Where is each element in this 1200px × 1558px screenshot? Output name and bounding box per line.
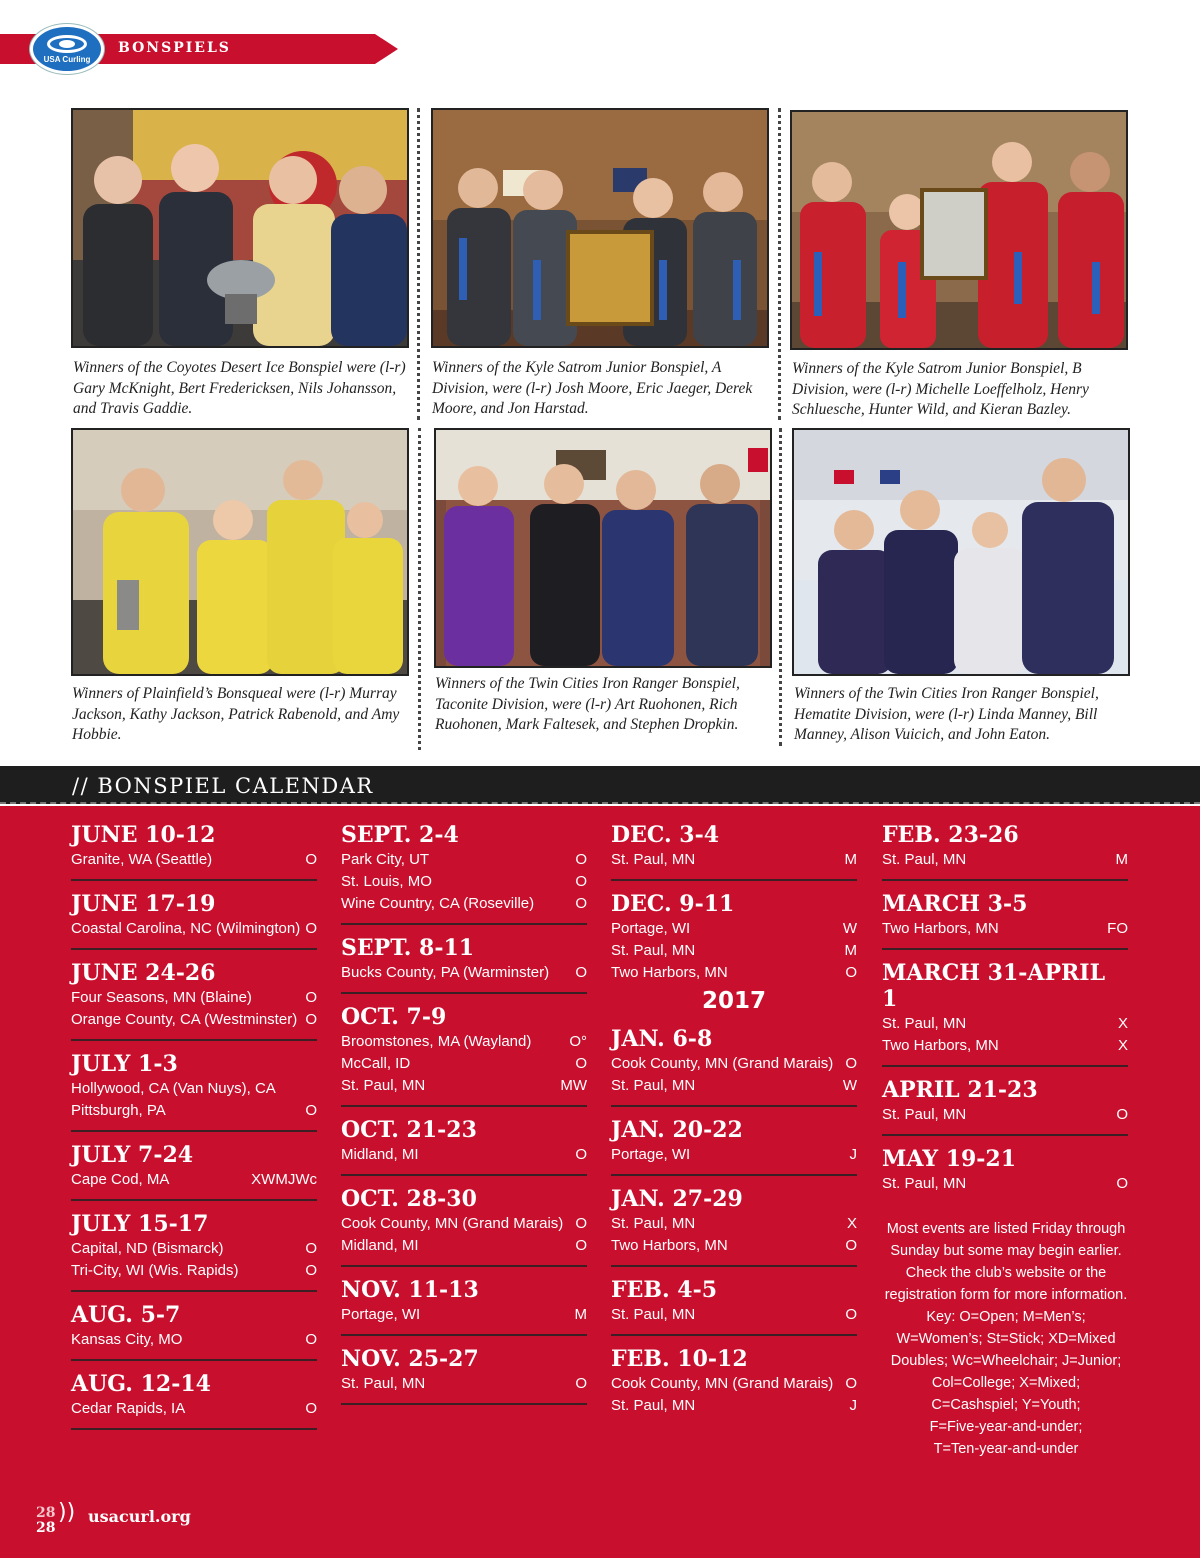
event-location-row: [882, 1013, 1128, 1035]
event-date: AUG. 5-7: [71, 1302, 181, 1328]
event-location: St. Paul, MN: [882, 851, 967, 868]
calendar-event: [611, 822, 857, 881]
event-location-row: [71, 1398, 317, 1420]
event-divider: [882, 948, 1128, 950]
photo-iron-ranger-taconite: [434, 428, 772, 668]
event-category: J: [849, 1397, 857, 1414]
event-category: W: [842, 920, 857, 937]
event-divider: [611, 1105, 857, 1107]
event-divider: [71, 879, 317, 881]
calendar-key-note: [872, 1218, 1140, 1460]
event-location-row: [611, 1395, 857, 1417]
event-location-row: [611, 1373, 857, 1395]
event-date: JUNE 24-26: [71, 960, 216, 986]
event-location: Two Harbors, MN: [611, 964, 728, 981]
event-location: St. Paul, MN: [611, 942, 696, 959]
event-divider: [71, 1130, 317, 1132]
event-location-row: [611, 1075, 857, 1097]
page-number: 28: [36, 1505, 56, 1521]
photo-caption: Winners of the Kyle Satrom Junior Bonspiel, B Division, were (l-r) Michelle Loeffelholz, Henry Schluesche, Hunter Wild, and Kieran Bazley.: [792, 360, 1089, 418]
calendar-event: [71, 822, 317, 881]
event-location: Portage, WI: [611, 920, 691, 937]
event-location: Four Seasons, MN (Blaine): [71, 989, 252, 1006]
event-date: JULY 15-17: [71, 1211, 209, 1237]
event-category: O: [845, 1306, 857, 1323]
event-location: Capital, ND (Bismarck): [71, 1240, 224, 1257]
event-divider: [341, 923, 587, 925]
event-date: DEC. 9-11: [611, 891, 735, 917]
event-divider: [341, 1105, 587, 1107]
event-category: O: [845, 1055, 857, 1072]
calendar-column: [341, 822, 587, 1415]
event-category: O: [305, 920, 317, 937]
event-divider: [611, 1174, 857, 1176]
event-location: Cedar Rapids, IA: [71, 1400, 186, 1417]
event-location-row: [882, 918, 1128, 940]
calendar-event: [611, 1026, 857, 1107]
dashed-divider: [0, 802, 1200, 804]
event-divider: [611, 1265, 857, 1267]
event-location-row: [341, 849, 587, 871]
calendar-event: [611, 1346, 857, 1417]
dotted-divider: [418, 428, 421, 750]
photo-caption: Winners of the Kyle Satrom Junior Bonspiel, A Division, were (l-r) Josh Moore, Eric Jaeger, Derek Moore, and Jon Harstad.: [432, 359, 753, 417]
event-location: Kansas City, MO: [71, 1331, 183, 1348]
page-footer: [36, 1500, 236, 1540]
event-date: DEC. 3-4: [611, 822, 720, 848]
section-header: [0, 30, 400, 68]
event-category: O: [305, 1102, 317, 1119]
dotted-divider: [778, 108, 781, 420]
photo-plainfield-bonsqueal: [71, 428, 409, 676]
calendar-event: [611, 1186, 857, 1267]
event-location-row: [611, 962, 857, 984]
event-location: Coastal Carolina, NC (Wilmington): [71, 920, 301, 937]
event-category: FO: [1107, 920, 1128, 937]
event-location: Cook County, MN (Grand Marais): [341, 1215, 564, 1232]
event-date: OCT. 7-9: [341, 1004, 447, 1030]
usa-curling-logo: [30, 24, 104, 74]
event-location-row: [882, 1173, 1128, 1195]
event-location: Wine Country, CA (Roseville): [341, 895, 535, 912]
event-category: M: [844, 851, 857, 868]
calendar-event: [611, 1117, 857, 1176]
event-category: O: [1116, 1175, 1128, 1192]
event-date: OCT. 21-23: [341, 1117, 477, 1143]
event-location: Portage, WI: [341, 1306, 421, 1323]
page-number: 28: [36, 1520, 56, 1536]
event-location-row: [611, 1144, 857, 1166]
event-location-row: [71, 1169, 317, 1191]
calendar-event: [611, 1277, 857, 1336]
event-location: Two Harbors, MN: [611, 1237, 728, 1254]
photo-kyle-satrom-a-division: [431, 108, 769, 348]
calendar-event: [71, 1371, 317, 1430]
event-category: O: [575, 873, 587, 890]
event-date: JUNE 10-12: [71, 822, 216, 848]
event-divider: [71, 1039, 317, 1041]
event-location-row: [71, 918, 317, 940]
logo-text: USA Curling: [43, 55, 91, 64]
event-location-row: [341, 1235, 587, 1257]
event-location: Park City, UT: [341, 851, 430, 868]
event-location-row: [341, 1213, 587, 1235]
event-category: O: [305, 989, 317, 1006]
event-date: FEB. 10-12: [611, 1346, 748, 1372]
event-divider: [611, 879, 857, 881]
event-location-row: [341, 1304, 587, 1326]
event-category: O: [845, 1237, 857, 1254]
arc-decoration-icon: )): [58, 1500, 76, 1525]
event-location: St. Paul, MN: [341, 1375, 426, 1392]
event-divider: [341, 992, 587, 994]
event-category: X: [1117, 1015, 1128, 1032]
event-date: SEPT. 2-4: [341, 822, 459, 848]
event-divider: [611, 1334, 857, 1336]
event-category: O: [575, 1215, 587, 1232]
dotted-divider: [417, 108, 420, 420]
event-category: O: [305, 1262, 317, 1279]
event-location-row: [341, 1053, 587, 1075]
footer-website: usacurl.org: [88, 1507, 191, 1526]
event-location-row: [611, 918, 857, 940]
event-category: O: [305, 1240, 317, 1257]
event-category: O: [845, 964, 857, 981]
event-date: OCT. 28-30: [341, 1186, 477, 1212]
event-location: Midland, MI: [341, 1146, 419, 1163]
event-location: St. Paul, MN: [611, 1215, 696, 1232]
event-divider: [71, 1290, 317, 1292]
event-category: MW: [560, 1077, 587, 1094]
event-category: O: [575, 964, 587, 981]
event-category: O: [305, 851, 317, 868]
photo-caption: Winners of Plainfield’s Bonsqueal were (l-r) Murray Jackson, Kathy Jackson, Patrick Rabenold, and Amy Hobbie.: [72, 685, 400, 743]
event-location-row: [341, 893, 587, 915]
event-category: O: [575, 1146, 587, 1163]
event-location: St. Paul, MN: [882, 1015, 967, 1032]
calendar-event: [341, 1346, 587, 1405]
event-date: MARCH 3-5: [882, 891, 1028, 917]
curling-stone-icon: [47, 35, 87, 53]
event-date: SEPT. 8-11: [341, 935, 475, 961]
section-title: BONSPIELS: [118, 40, 231, 56]
event-category: O: [305, 1011, 317, 1028]
event-location: Granite, WA (Seattle): [71, 851, 213, 868]
key-note-line: W=Women’s; St=Stick; XD=Mixed: [896, 1331, 1116, 1347]
calendar-body: [0, 806, 1200, 1558]
photo-caption: Winners of the Twin Cities Iron Ranger Bonspiel, Taconite Division, were (l-r) Art Ruohonen, Rich Ruohonen, Mark Faltesek, and Stephen Dropkin.: [435, 675, 740, 733]
event-category: M: [844, 942, 857, 959]
event-divider: [341, 1403, 587, 1405]
event-category: O: [575, 851, 587, 868]
calendar-event: [341, 1117, 587, 1176]
key-note-line: C=Cashspiel; Y=Youth;: [931, 1397, 1081, 1413]
event-date: FEB. 4-5: [611, 1277, 718, 1303]
calendar-event: [71, 1302, 317, 1361]
event-date: JULY 1-3: [71, 1051, 178, 1077]
calendar-column: [71, 822, 317, 1440]
event-category: M: [1115, 851, 1128, 868]
event-category: O: [305, 1331, 317, 1348]
calendar-event: [71, 960, 317, 1041]
calendar-header-bar: [0, 766, 1200, 804]
event-category: O: [845, 1375, 857, 1392]
event-location: Broomstones, MA (Wayland): [341, 1033, 532, 1050]
event-divider: [341, 1174, 587, 1176]
key-note-line: Key: O=Open; M=Men’s;: [926, 1309, 1086, 1325]
event-location-row: [611, 940, 857, 962]
event-location-row: [882, 849, 1128, 871]
photo-coyotes-desert-ice: [71, 108, 409, 348]
event-location: St. Paul, MN: [341, 1077, 426, 1094]
event-category: O: [575, 1237, 587, 1254]
event-date: NOV. 25-27: [341, 1346, 479, 1372]
event-location-row: [71, 1078, 317, 1100]
calendar-event: [71, 891, 317, 950]
event-date: NOV. 11-13: [341, 1277, 479, 1303]
event-location-row: [71, 849, 317, 871]
photo-caption: Winners of the Twin Cities Iron Ranger Bonspiel, Hematite Division, were (l-r) Linda Manney, Bill Manney, Alison Vuicich, and John Eaton.: [794, 685, 1099, 743]
event-location: Two Harbors, MN: [882, 1037, 999, 1054]
calendar-event: [71, 1051, 317, 1132]
event-location: Cook County, MN (Grand Marais): [611, 1375, 834, 1392]
event-location: St. Paul, MN: [882, 1106, 967, 1123]
key-note-line: registration form for more information.: [884, 1287, 1128, 1303]
event-location-row: [341, 1373, 587, 1395]
event-location-row: [611, 1053, 857, 1075]
event-location-row: [611, 1304, 857, 1326]
event-date: MAY 19-21: [882, 1146, 1017, 1172]
event-date: APRIL 21-23: [882, 1077, 1038, 1103]
calendar-event: [341, 935, 587, 994]
calendar-event: [882, 891, 1128, 950]
calendar-column: [882, 822, 1128, 1195]
key-note-line: Doubles; Wc=Wheelchair; J=Junior;: [890, 1353, 1122, 1369]
event-location: Hollywood, CA (Van Nuys), CA: [71, 1080, 276, 1097]
event-location-row: [71, 1329, 317, 1351]
event-divider: [341, 1265, 587, 1267]
key-note-line: F=Five-year-and-under;: [929, 1419, 1083, 1435]
event-divider: [882, 1065, 1128, 1067]
calendar-event: [882, 960, 1128, 1067]
event-location: St. Paul, MN: [611, 851, 696, 868]
event-divider: [71, 948, 317, 950]
calendar-event: [71, 1142, 317, 1201]
event-location-row: [341, 962, 587, 984]
calendar-title: // BONSPIEL CALENDAR: [72, 774, 374, 798]
event-category: X: [1117, 1037, 1128, 1054]
event-location-row: [882, 1035, 1128, 1057]
event-location-row: [71, 1238, 317, 1260]
event-date: JAN. 6-8: [611, 1026, 713, 1052]
event-divider: [71, 1199, 317, 1201]
event-location: McCall, ID: [341, 1055, 411, 1072]
event-location-row: [71, 1100, 317, 1122]
key-note-line: Most events are listed Friday through: [886, 1221, 1126, 1237]
event-date: JUNE 17-19: [71, 891, 216, 917]
event-date: MARCH 31-APRIL 1: [882, 960, 1106, 1012]
key-note-line: T=Ten-year-and-under: [933, 1441, 1079, 1457]
calendar-event: [341, 822, 587, 925]
calendar-event: [341, 1186, 587, 1267]
key-note-line: Check the club’s website or the: [905, 1265, 1107, 1281]
event-location-row: [71, 987, 317, 1009]
event-location: Cook County, MN (Grand Marais): [611, 1055, 834, 1072]
event-location-row: [341, 871, 587, 893]
calendar-column: [611, 822, 857, 1417]
event-divider: [882, 1134, 1128, 1136]
event-location: St. Louis, MO: [341, 873, 432, 890]
event-category: O: [575, 1375, 587, 1392]
event-location: Bucks County, PA (Warminster): [341, 964, 550, 981]
event-category: O°: [569, 1033, 587, 1050]
event-date: FEB. 23-26: [882, 822, 1019, 848]
event-location: Orange County, CA (Westminster): [71, 1011, 298, 1028]
calendar-event: [882, 1077, 1128, 1136]
photo-caption: Winners of the Coyotes Desert Ice Bonspiel were (l-r) Gary McKnight, Bert Fredericksen, Nils Johansson, and Travis Gaddie.: [73, 359, 406, 417]
event-location: St. Paul, MN: [611, 1077, 696, 1094]
event-divider: [882, 879, 1128, 881]
event-location: Two Harbors, MN: [882, 920, 999, 937]
event-category: O: [575, 1055, 587, 1072]
event-location: Tri-City, WI (Wis. Rapids): [71, 1262, 239, 1279]
event-location: Pittsburgh, PA: [71, 1102, 166, 1119]
key-note-line: Sunday but some may begin earlier.: [890, 1243, 1122, 1259]
event-date: JAN. 27-29: [611, 1186, 743, 1212]
event-location-row: [882, 1104, 1128, 1126]
photo-iron-ranger-hematite: [792, 428, 1130, 676]
event-location: St. Paul, MN: [611, 1306, 696, 1323]
event-category: W: [842, 1077, 857, 1094]
event-category: XWMJWc: [251, 1171, 317, 1188]
calendar-event: [882, 822, 1128, 881]
photo-kyle-satrom-b-division: [790, 110, 1128, 350]
calendar-event: [71, 1211, 317, 1292]
event-date: JAN. 20-22: [611, 1117, 743, 1143]
event-divider: [341, 1334, 587, 1336]
event-location-row: [611, 849, 857, 871]
calendar-event: [341, 1277, 587, 1336]
event-location: St. Paul, MN: [882, 1175, 967, 1192]
event-category: O: [305, 1400, 317, 1417]
event-location-row: [341, 1031, 587, 1053]
event-category: M: [574, 1306, 587, 1323]
event-divider: [71, 1428, 317, 1430]
key-note-line: Col=College; X=Mixed;: [931, 1375, 1081, 1391]
event-category: X: [846, 1215, 857, 1232]
calendar-event: [611, 891, 857, 984]
event-location-row: [71, 1260, 317, 1282]
event-location-row: [611, 1213, 857, 1235]
event-divider: [71, 1359, 317, 1361]
event-category: J: [849, 1146, 857, 1163]
event-date: JULY 7-24: [71, 1142, 194, 1168]
event-location: Cape Cod, MA: [71, 1171, 170, 1188]
event-location-row: [341, 1075, 587, 1097]
calendar-event: [341, 1004, 587, 1107]
event-location-row: [71, 1009, 317, 1031]
year-heading: 2017: [701, 988, 766, 1014]
event-location: St. Paul, MN: [611, 1397, 696, 1414]
event-date: AUG. 12-14: [71, 1371, 211, 1397]
event-category: O: [1116, 1106, 1128, 1123]
event-location: Portage, WI: [611, 1146, 691, 1163]
event-location-row: [341, 1144, 587, 1166]
event-category: O: [575, 895, 587, 912]
dotted-divider: [779, 428, 782, 746]
calendar-event: [882, 1146, 1128, 1195]
event-location: Midland, MI: [341, 1237, 419, 1254]
event-location-row: [611, 1235, 857, 1257]
